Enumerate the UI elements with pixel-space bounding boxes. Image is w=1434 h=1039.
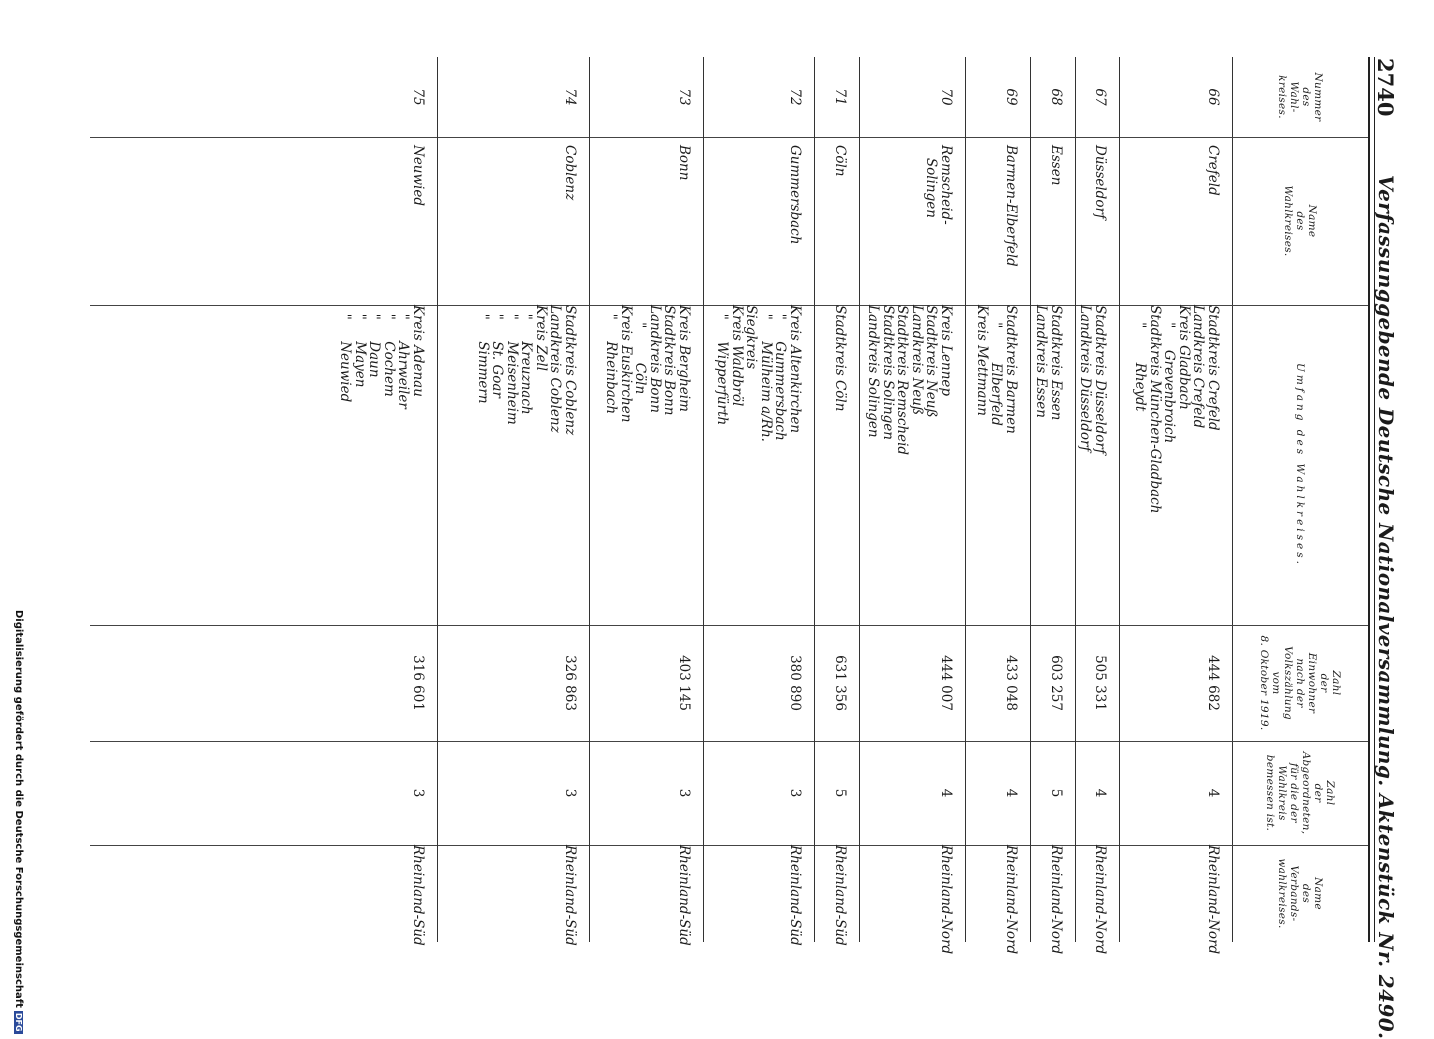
table-row: [1119, 57, 1232, 955]
population: 631 356: [832, 655, 848, 711]
district-number: 66: [1205, 88, 1221, 106]
deputies-count: 4: [1092, 788, 1108, 798]
deputies-count: 3: [676, 788, 692, 798]
header-umfang: Umfang des Wahlkreises.: [1232, 305, 1368, 625]
district-name: Coblenz: [562, 145, 578, 201]
association-district: Rheinland-Süd: [832, 845, 848, 946]
association-district: Rheinland-Nord: [1048, 845, 1064, 955]
population: 380 890: [787, 655, 803, 711]
association-district: Rheinland-Nord: [938, 845, 954, 955]
district-extent: Stadtkreis Düsseldorf Landkreis Düsseldorf: [1077, 305, 1108, 454]
header-rule: [1374, 57, 1375, 942]
district-name: Neuwied: [410, 145, 426, 207]
association-district: Rheinland-Süd: [787, 845, 803, 946]
deputies-count: 3: [787, 788, 803, 798]
district-name: Remscheid- Solingen: [923, 145, 954, 225]
dfg-logo: DFG: [14, 1012, 24, 1032]
district-number: 73: [676, 88, 692, 106]
population: 316 601: [410, 655, 426, 711]
deputies-count: 4: [1003, 788, 1019, 798]
district-name: Düsseldorf: [1092, 145, 1108, 219]
association-district: Rheinland-Süd: [562, 845, 578, 946]
district-name: Crefeld: [1205, 145, 1221, 196]
district-name: Cöln: [832, 145, 848, 177]
table-row: [859, 57, 965, 955]
district-extent: Kreis Lennep Stadtkreis Neuß Landkreis Neuß Stadtkreis Remscheid Stadtkreis Solingen Landkreis Solingen: [865, 305, 954, 456]
population: 433 048: [1003, 655, 1019, 711]
header-einwohner: Zahl der Einwohner nach der Volkszählung vom 8. Oktober 1919.: [1232, 625, 1368, 741]
page-title: Verfassunggebende Deutsche Nationalversammlung. Aktenstück Nr. 2490.: [1374, 175, 1398, 1039]
header-abgeordnete: Zahl der Abgeordneten, für die der Wahlkreis bemessen ist.: [1232, 741, 1368, 845]
district-number: 70: [938, 88, 954, 106]
district-name: Essen: [1048, 145, 1064, 186]
association-district: Rheinland-Süd: [676, 845, 692, 946]
population: 444 682: [1205, 655, 1221, 711]
district-name: Bonn: [676, 145, 692, 181]
district-extent: Stadtkreis Cöln: [832, 305, 848, 412]
district-number: 75: [410, 88, 426, 106]
deputies-count: 3: [562, 788, 578, 798]
table-row: [437, 57, 589, 946]
population: 444 007: [938, 655, 954, 711]
header-verband: Name des Verbands- wahlkreises.: [1232, 845, 1368, 942]
header-rule-bold: [1368, 57, 1370, 942]
district-extent: Stadtkreis Coblenz Landkreis Coblenz Kreis Zell " Kreuznach " Meisenheim " St. Goar " Simmern: [475, 305, 578, 436]
deputies-count: 3: [410, 788, 426, 798]
footnote: [13, 610, 24, 1034]
header-nr: Nummer des Wahl- kreises.: [1232, 57, 1368, 137]
population: 505 331: [1092, 655, 1108, 711]
association-district: Rheinland-Nord: [1092, 845, 1108, 955]
table-row: [589, 57, 703, 946]
footnote-text: Digitalisierung gefördert durch die Deutsche Forschungsgemeinschaft: [13, 610, 24, 1008]
district-name: Barmen-Elberfeld: [1003, 145, 1019, 267]
district-number: 71: [832, 88, 848, 106]
district-extent: Stadtkreis Crefeld Landkreis Crefeld Kreis Gladbach " Grevenbroich Stadtkreis München-Gladbach " Rheydt: [1132, 305, 1221, 514]
district-number: 72: [787, 88, 803, 106]
deputies-count: 5: [832, 788, 848, 798]
district-extent: Kreis Adenau " Ahrweiler " Cochem " Daun " Mayen " Neuwied: [337, 305, 426, 409]
district-extent: Stadtkreis Barmen " Elberfeld Kreis Mettmann: [974, 305, 1019, 434]
table-row: [814, 57, 859, 946]
association-district: Rheinland-Süd: [410, 845, 426, 946]
population: 326 863: [562, 655, 578, 711]
population: 403 145: [676, 655, 692, 711]
table-row: [1030, 57, 1075, 955]
table-row: [965, 57, 1030, 955]
district-number: 69: [1003, 88, 1019, 106]
district-extent: Kreis Bergheim Stadtkreis Bonn Landkreis Bonn " Cöln Kreis Euskirchen " Rheinbach: [603, 305, 692, 423]
page-number: 2740: [1373, 58, 1398, 117]
district-number: 68: [1048, 88, 1064, 106]
district-number: 74: [562, 88, 578, 106]
deputies-count: 5: [1048, 788, 1064, 798]
association-district: Rheinland-Nord: [1205, 845, 1221, 955]
constituency-table: [90, 57, 1368, 955]
association-district: Rheinland-Nord: [1003, 845, 1019, 955]
district-name: Gummersbach: [787, 145, 803, 245]
table-row: [703, 57, 814, 946]
district-number: 67: [1092, 88, 1108, 106]
district-extent: Stadtkreis Essen Landkreis Essen: [1033, 305, 1064, 421]
population: 603 257: [1048, 655, 1064, 711]
header-name: Name des Wahlkreises.: [1232, 137, 1368, 305]
table-body: [90, 57, 1232, 955]
table-row: [1075, 57, 1119, 955]
table-row: [90, 57, 437, 946]
deputies-count: 4: [938, 788, 954, 798]
deputies-count: 4: [1205, 788, 1221, 798]
district-extent: Kreis Altenkirchen " Gummersbach " Mülheim a/Rh. Siegkreis Kreis Waldbröl " Wipperfürth: [714, 305, 803, 442]
